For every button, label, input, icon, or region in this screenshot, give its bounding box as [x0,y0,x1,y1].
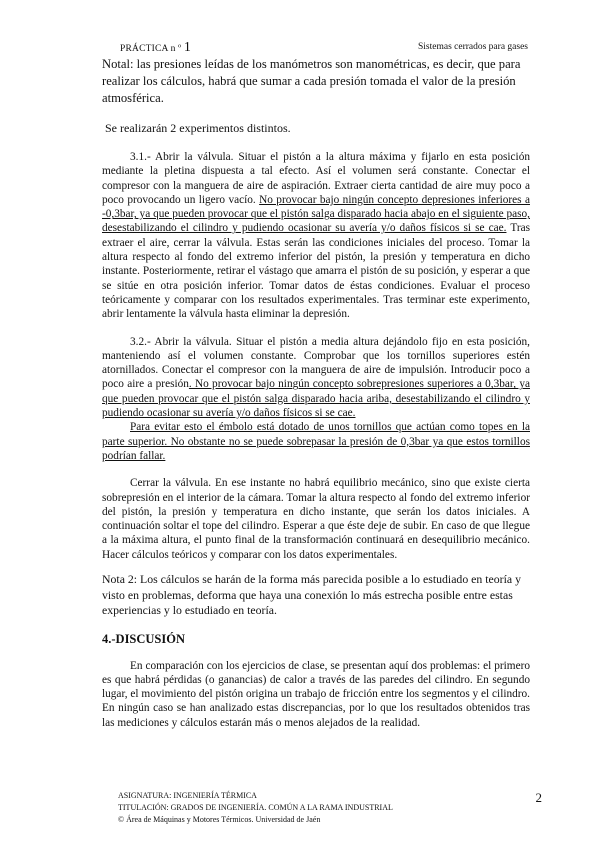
page-number: 2 [535,790,542,805]
note-2: Nota 2: Los cálculos se harán de la forma más parecida posible a lo estudiado en teoría y visto en problemas, deforma que haya una conexión lo más estrecha posible entre estas experiencias y lo estudiado en teoría. [102,572,521,618]
discussion-paragraph: En comparación con los ejercicios de clase, se presentan aquí dos problemas: el primero es que habrá pérdidas (o ganancias) de calor a través de las paredes del cilindro. En segundo lugar, el movimiento del pistón origina un trabajo de fricción entre los segmentos y el cilindro. En ningún caso se han analizado estas discrepancias, por lo que los resultados obtenidos tras las mediciones y cálculos estarán más o menos alejados de la realidad. [102,659,530,729]
footer-degree: TITULACIÓN: GRADOS DE INGENIERÍA. COMÚN A LA RAMA INDUSTRIAL [118,803,393,812]
intro-text: Se realizarán 2 experimentos distintos. [105,121,291,135]
header-practice-label: PRÁCTICA n º [120,44,182,54]
section-title-discussion: 4.-DISCUSIÓN [102,631,186,646]
header-practice-number: 1 [183,40,192,55]
experiment-2-warning: . No provocar bajo ningún concepto sobrepresiones superiores a 0,3bar, ya que pueden provocar que el pistón salga disparado hacia ariba, desestabilizando el cilindro y pudiendo ocasionar su avería y/o daños físicos si se cae. [102,378,530,420]
experiment-2-text-a: 3.2.- Abrir la válvula. Situar el pistón a media altura dejándolo fijo en esta posición, manteniendo así el volumen constante. Comprobar que los tornillos superiores estén atornillados. Conectar el compresor con la manguera de aire de impulsión. Introducir poco a poco aire a presión [102,335,530,391]
experiment-1-warning: No provocar bajo ningún concepto depresiones inferiores a -0,3bar, ya que pueden provocar que el pistón salga disparado hacia abajo en el siguiente paso, desestabilizando el cilindro y pudiendo ocasionar su avería y/o daños físicos si se cae. [102,193,530,235]
header-topic: Sistemas cerrados para gases [417,42,528,52]
footer [118,790,393,826]
experiment-2-continuation: Cerrar la válvula. En ese instante no habrá equilibrio mecánico, sino que existe cierta sobrepresión en el interior de la cámara. Tomar la altura respecto al fondo del extremo inferior del pistón, la presión y temperatura en dicho instante, que serán los datos iniciales. A continuación soltar el tope del cilindro. Esperar a que éste deje de subir. En caso de que llegue a la máxima altura, el punto final de la transformación continuará en desequilibrio mecánico. Hacer cálculos teóricos y comparar con los datos experimentales. [102,477,530,561]
experiment-1-text-b: Tras extraer el aire, cerrar la válvula. Estas serán las condiciones iniciales del proceso. Tomar la altura respecto al fondo del extremo inferior del pistón, la presión y temperatura en dicho instante. Posteriormente, retirar el vástago que amarra el pistón de su posición, y esperar a que se sitúe en otra posición inferior. Tomar datos de éstas condiciones. Evaluar el proceso teóricamente y comparar con los resultados experimentales. Tras terminar este experimento, abrir lentamente la válvula hasta eliminar la depresión. [102,222,531,321]
experiment-1-paragraph [102,150,530,322]
header-practice [120,40,191,56]
experiment-1-text-a: 3.1.- Abrir la válvula. Situar el pistón a la altura máxima y fijarlo en esta posición mediante la pletina dispuesta a tal efecto. Así el volumen será constante. Conectar el compresor con la manguera de aire de aspiración. Extraer cierta cantidad de aire muy poco a poco provocando un ligero vacío. [102,151,530,206]
experiment-2-warning-2: Para evitar esto el émbolo está dotado de unos tornillos que actúan como topes en la parte superior. No obstante no se puede sobrepasar la presión de 0,3bar ya que estos tornillos podrían fallar. [102,421,530,462]
footer-copyright: © Área de Máquinas y Motores Térmicos. Universidad de Jaén [118,815,321,824]
note-1: Notal: las presiones leídas de los manómetros son manométricas, es decir, que para realizar los cálculos, habrá que sumar a cada presión tomada el valor de la presión atmosférica. [102,57,521,105]
experiment-2-paragraph [102,335,530,421]
footer-subject: ASIGNATURA: INGENIERÍA TÉRMICA [118,791,257,800]
document-body [102,56,530,730]
